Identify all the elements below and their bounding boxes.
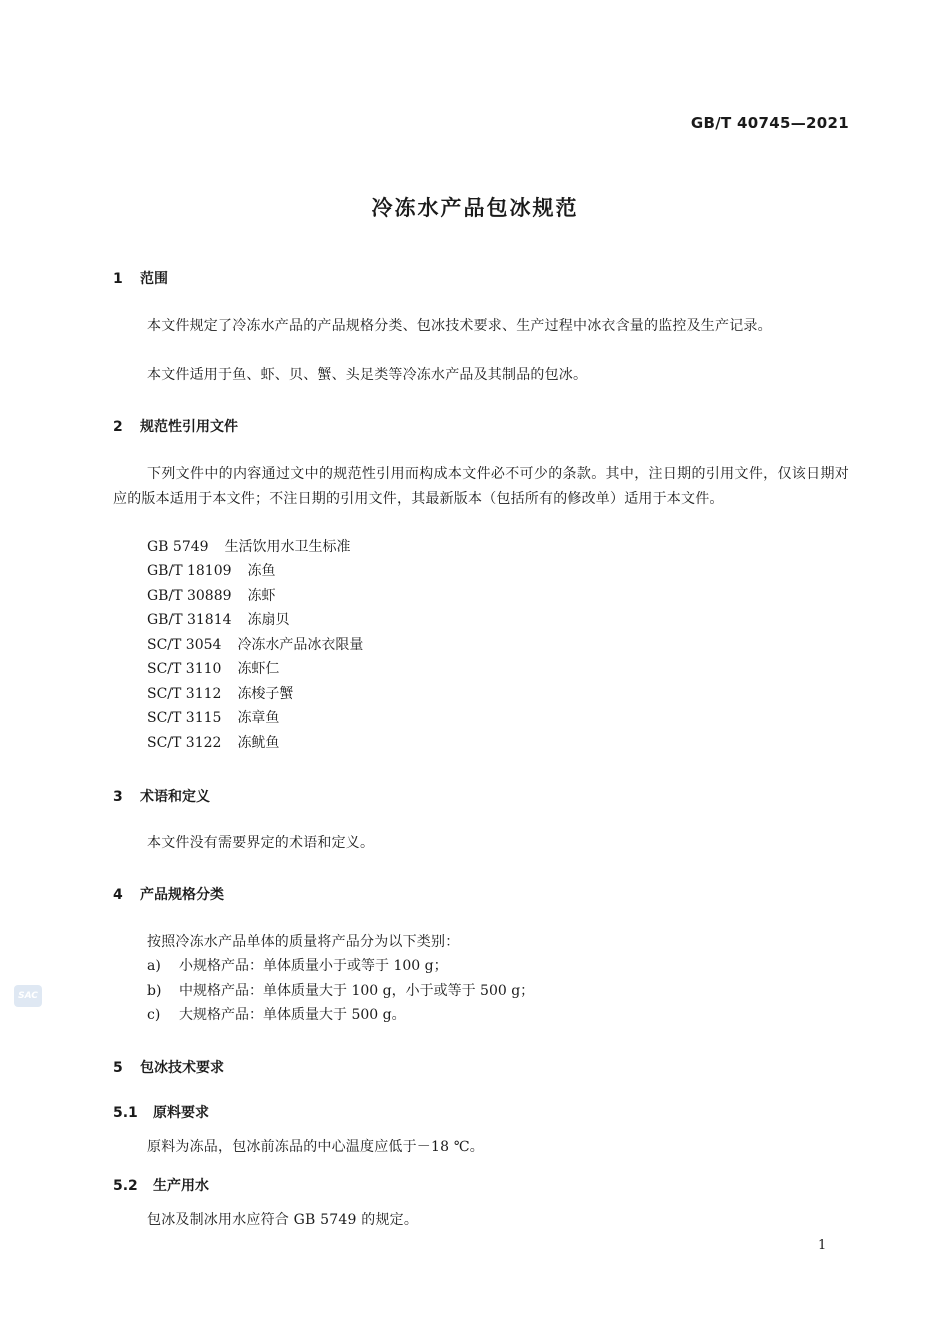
section-title: 术语和定义 <box>140 789 210 805</box>
reference-code: GB/T 31814 <box>147 612 232 628</box>
list-item <box>147 1003 406 1028</box>
reference-code: SC/T 3110 <box>147 661 222 677</box>
reference-code: SC/T 3054 <box>147 637 222 653</box>
section-number: 1 <box>113 271 123 287</box>
reference-code: GB 5749 <box>147 539 209 555</box>
list-text: 大规格产品：单体质量大于 500 g。 <box>179 1007 406 1023</box>
section-number: 5.1 <box>113 1105 138 1121</box>
list-label: a) <box>147 958 161 974</box>
section-4-heading <box>113 884 224 904</box>
reference-item <box>147 706 279 731</box>
reference-name: 冷冻水产品冰衣限量 <box>237 637 364 653</box>
list-item <box>147 954 448 979</box>
section-2-heading <box>113 416 238 436</box>
list-text: 中规格产品：单体质量大于 100 g，小于或等于 500 g； <box>179 983 535 999</box>
reference-code: GB/T 18109 <box>147 563 232 579</box>
paragraph: 按照冷冻水产品单体的质量将产品分为以下类别： <box>147 934 460 950</box>
paragraph: 本文件没有需要界定的术语和定义。 <box>147 835 375 851</box>
reference-item <box>147 559 276 584</box>
section-5-1-heading <box>113 1102 209 1122</box>
list-item <box>147 979 534 1004</box>
section-title: 包冰技术要求 <box>140 1060 224 1076</box>
section-title: 生产用水 <box>153 1178 209 1194</box>
section-number: 5.2 <box>113 1178 138 1194</box>
section-number: 5 <box>113 1060 123 1076</box>
section-number: 3 <box>113 789 123 805</box>
reference-code: SC/T 3122 <box>147 735 222 751</box>
section-5-2-heading <box>113 1175 209 1195</box>
paragraph: 包冰及制冰用水应符合 GB 5749 的规定。 <box>147 1212 419 1228</box>
reference-name: 冻梭子蟹 <box>237 686 294 702</box>
list-label: b) <box>147 983 162 999</box>
section-number: 2 <box>113 419 123 435</box>
reference-item <box>147 633 363 658</box>
reference-item <box>147 657 279 682</box>
list-label: c) <box>147 1007 161 1023</box>
paragraph: 本文件规定了冷冻水产品的产品规格分类、包冰技术要求、生产过程中冰衣含量的监控及生产记录。 <box>147 318 772 334</box>
section-title: 范围 <box>140 271 168 287</box>
reference-name: 冻扇贝 <box>247 612 290 628</box>
standard-number: GB/T 40745—2021 <box>690 114 849 132</box>
reference-item <box>147 731 279 756</box>
reference-item <box>147 608 290 633</box>
section-number: 4 <box>113 887 123 903</box>
paragraph: 下列文件中的内容通过文中的规范性引用而构成本文件必不可少的条款。其中，注日期的引用文件，仅该日期对应的版本适用于本文件；不注日期的引用文件，其最新版本（包括所有的修改单）适用于本文件。 <box>113 466 849 507</box>
section-3-heading <box>113 786 210 806</box>
reference-code: GB/T 30889 <box>147 588 232 604</box>
reference-item <box>147 535 351 560</box>
page-number: 1 <box>818 1238 827 1253</box>
section-title: 规范性引用文件 <box>140 419 238 435</box>
reference-code: SC/T 3115 <box>147 710 222 726</box>
reference-name: 冻虾仁 <box>237 661 280 677</box>
reference-item <box>147 584 276 609</box>
list-text: 小规格产品：单体质量小于或等于 100 g； <box>179 958 448 974</box>
reference-name: 冻鱼 <box>247 563 276 579</box>
paragraph: 原料为冻品，包冰前冻品的中心温度应低于－18 ℃。 <box>147 1139 484 1155</box>
document-title: 冷冻水产品包冰规范 <box>371 196 579 220</box>
reference-name: 冻鱿鱼 <box>237 735 280 751</box>
reference-code: SC/T 3112 <box>147 686 222 702</box>
paragraph: 本文件适用于鱼、虾、贝、蟹、头足类等冷冻水产品及其制品的包冰。 <box>147 367 588 383</box>
sac-watermark-logo: SAC <box>14 985 42 1007</box>
reference-name: 冻章鱼 <box>237 710 280 726</box>
reference-name: 冻虾 <box>247 588 276 604</box>
reference-name: 生活饮用水卫生标准 <box>224 539 351 555</box>
reference-item <box>147 682 293 707</box>
section-title: 原料要求 <box>153 1105 209 1121</box>
section-title: 产品规格分类 <box>140 887 224 903</box>
section-1-heading <box>113 268 168 288</box>
section-5-heading <box>113 1057 224 1077</box>
